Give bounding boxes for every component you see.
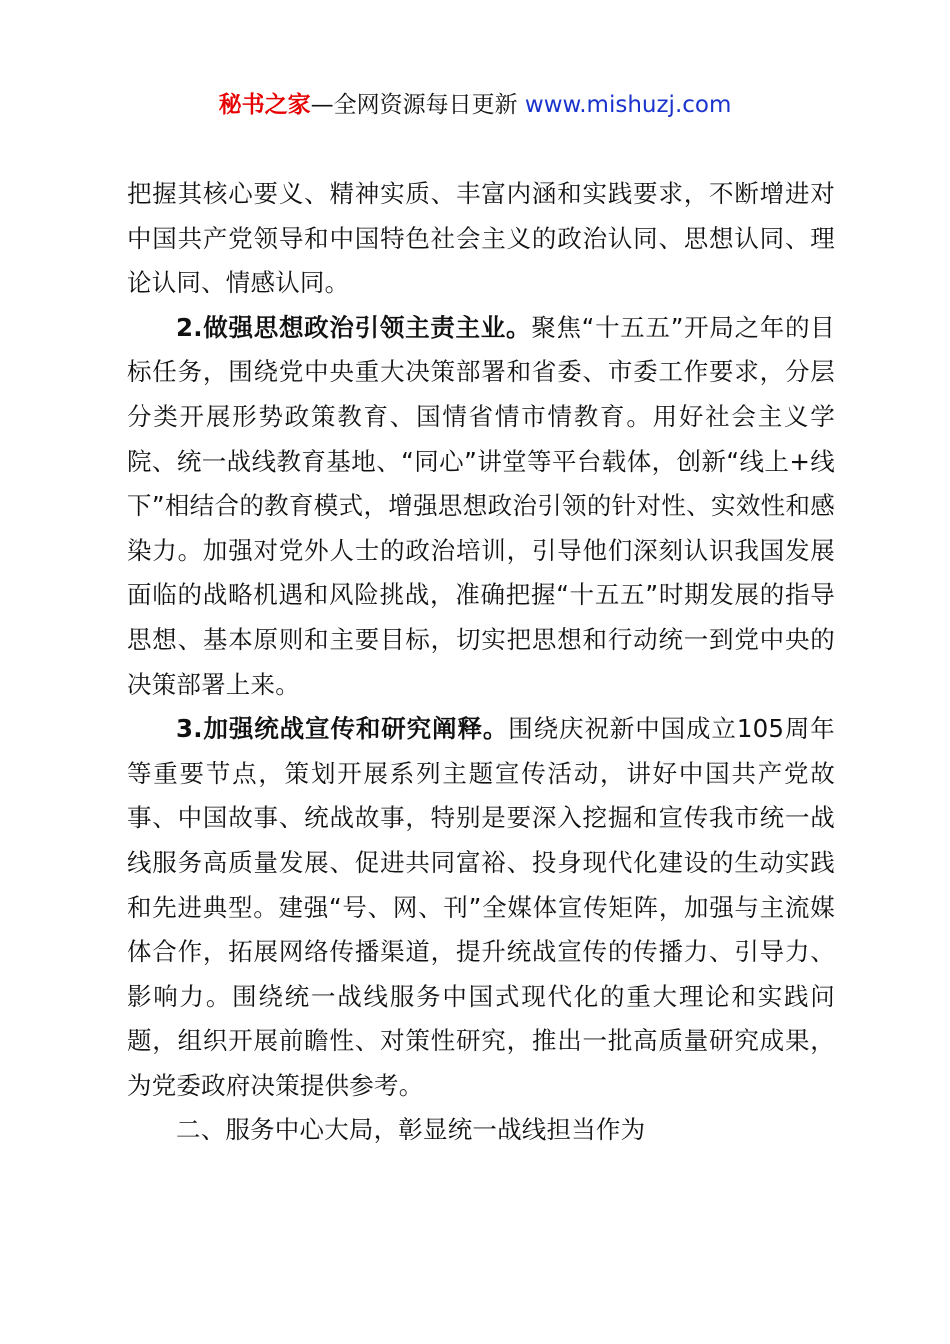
paragraph-heading: 3.加强统战宣传和研究阐释。 [176,714,509,744]
paragraph-heading: 2.做强思想政治引领主责主业。 [176,312,532,342]
paragraph-text: 把握其核心要义、精神实质、丰富内涵和实践要求，不断增进对中国共产党领导和中国特色社会主义的政治认同、思想认同、理论认同、情感认同。 [127,179,835,298]
paragraph-item-2 [127,306,835,707]
section-heading-text: 二、服务中心大局，彰显统一战线担当作为 [176,1115,646,1145]
paragraph-text: 围绕庆祝新中国成立105周年等重要节点，策划开展系列主题宣传活动，讲好中国共产党故事、中国故事、统战故事，特别是要深入挖掘和宣传我市统一战线服务高质量发展、促进共同富裕、投身现代化建设的生动实践和先进典型。建强“号、网、刊”全媒体宣传矩阵，加强与主流媒体合作，拓展网络传播渠道，提升统战宣传的传播力、引导力、影响力。围绕统一战线服务中国式现代化的重大理论和实践问题，组织开展前瞻性、对策性研究，推出一批高质量研究成果，为党委政府决策提供参考。 [127,714,836,1100]
header-tagline: —全网资源每日更新 [310,92,525,118]
paragraph-continuation [127,172,835,306]
document-body [127,172,835,1153]
header-brand: 秘书之家 [218,92,311,118]
section-heading [127,1108,835,1153]
header-url[interactable]: www.mishuzj.com [524,92,732,118]
page-header [0,88,950,122]
paragraph-text: 聚焦“十五五”开局之年的目标任务，围绕党中央重大决策部署和省委、市委工作要求，分层分类开展形势政策教育、国情省情市情教育。用好社会主义学院、统一战线教育基地、“同心”讲堂等平台载体，创新“线上+线下”相结合的教育模式，增强思想政治引领的针对性、实效性和感染力。加强对党外人士的政治培训，引导他们深刻认识我国发展面临的战略机遇和风险挑战，准确把握“十五五”时期发展的指导思想、基本原则和主要目标，切实把思想和行动统一到党中央的决策部署上来。 [127,312,836,699]
paragraph-item-3 [127,707,835,1108]
